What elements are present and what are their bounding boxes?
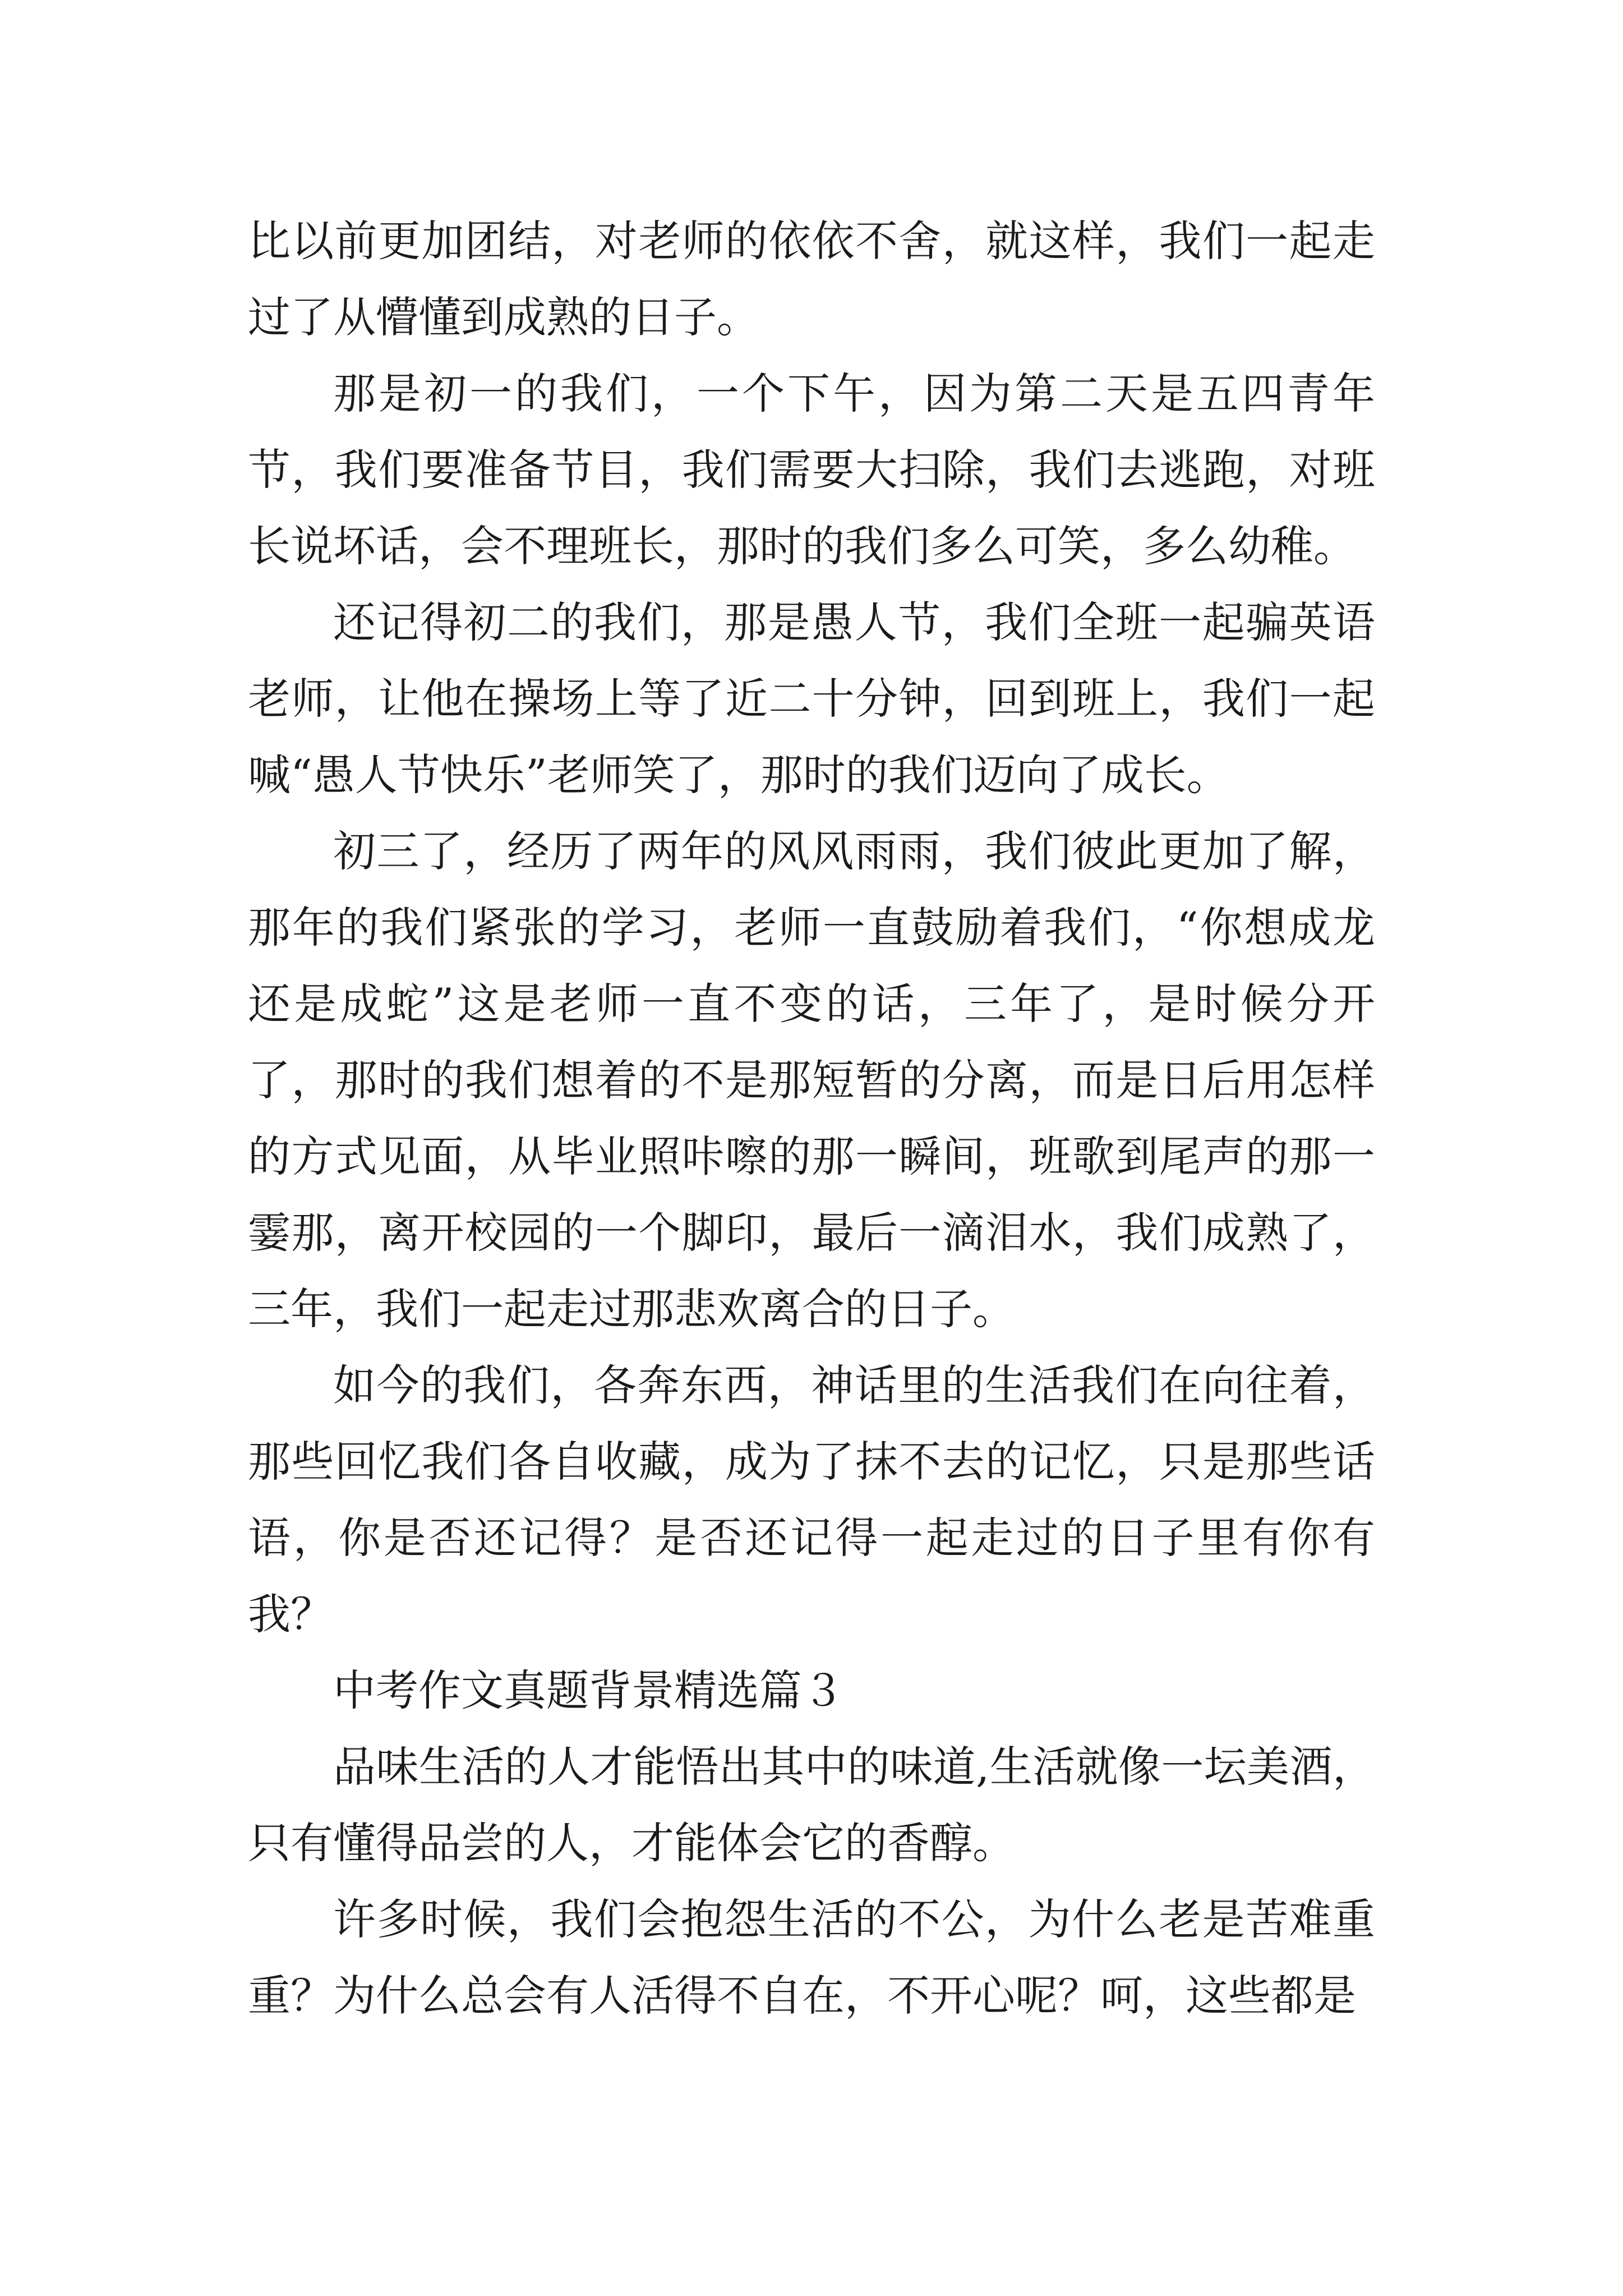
paragraph-2: 那是初一的我们，一个下午，因为第二天是五四青年节，我们要准备节目，我们需要大扫除，我们去逃跑，对班长说坏话，会不理班长，那时的我们多么可笑，多么幼稚。 — [248, 369, 1375, 571]
paragraph-5: 如今的我们，各奔东西，神话里的生活我们在向往着，那些回忆我们各自收藏，成为了抹不去的记忆，只是那些话语，你是否还记得？是否还记得一起走过的日子里有你有我？ — [248, 1360, 1375, 1639]
section-paragraph-2: 许多时候，我们会抱怨生活的不公，为什么老是苦难重重？为什么总会有人活得不自在，不开心呢？呵，这些都是 — [248, 1894, 1375, 2021]
paragraph-3: 还记得初二的我们，那是愚人节，我们全班一起骗英语老师，让他在操场上等了近二十分钟，回到班上，我们一起喊“愚人节快乐”老师笑了，那时的我们迈向了成长。 — [248, 597, 1375, 800]
section-heading: 中考作文真题背景精选篇３ — [333, 1665, 845, 1715]
section-paragraph-1: 品味生活的人才能悟出其中的味道,生活就像一坛美酒，只有懂得品尝的人，才能体会它的香醇。 — [248, 1742, 1375, 1868]
paragraph-1: 比以前更加团结，对老师的依依不舍，就这样，我们一起走过了从懵懂到成熟的日子。 — [248, 216, 1375, 342]
paragraph-4: 初三了，经历了两年的风风雨雨，我们彼此更加了解，那年的我们紧张的学习，老师一直鼓励着我们，“你想成龙还是成蛇”这是老师一直不变的话，三年了，是时候分开了，那时的我们想着的不是那短暂的分离，而是日后用怎样的方式见面，从毕业照咔嚓的那一瞬间，班歌到尾声的那一霎那，离开校园的一个脚印，最后一滴泪水，我们成熟了，三年，我们一起走过那悲欢离合的日子。 — [248, 826, 1375, 1334]
document-body — [248, 203, 1375, 2034]
